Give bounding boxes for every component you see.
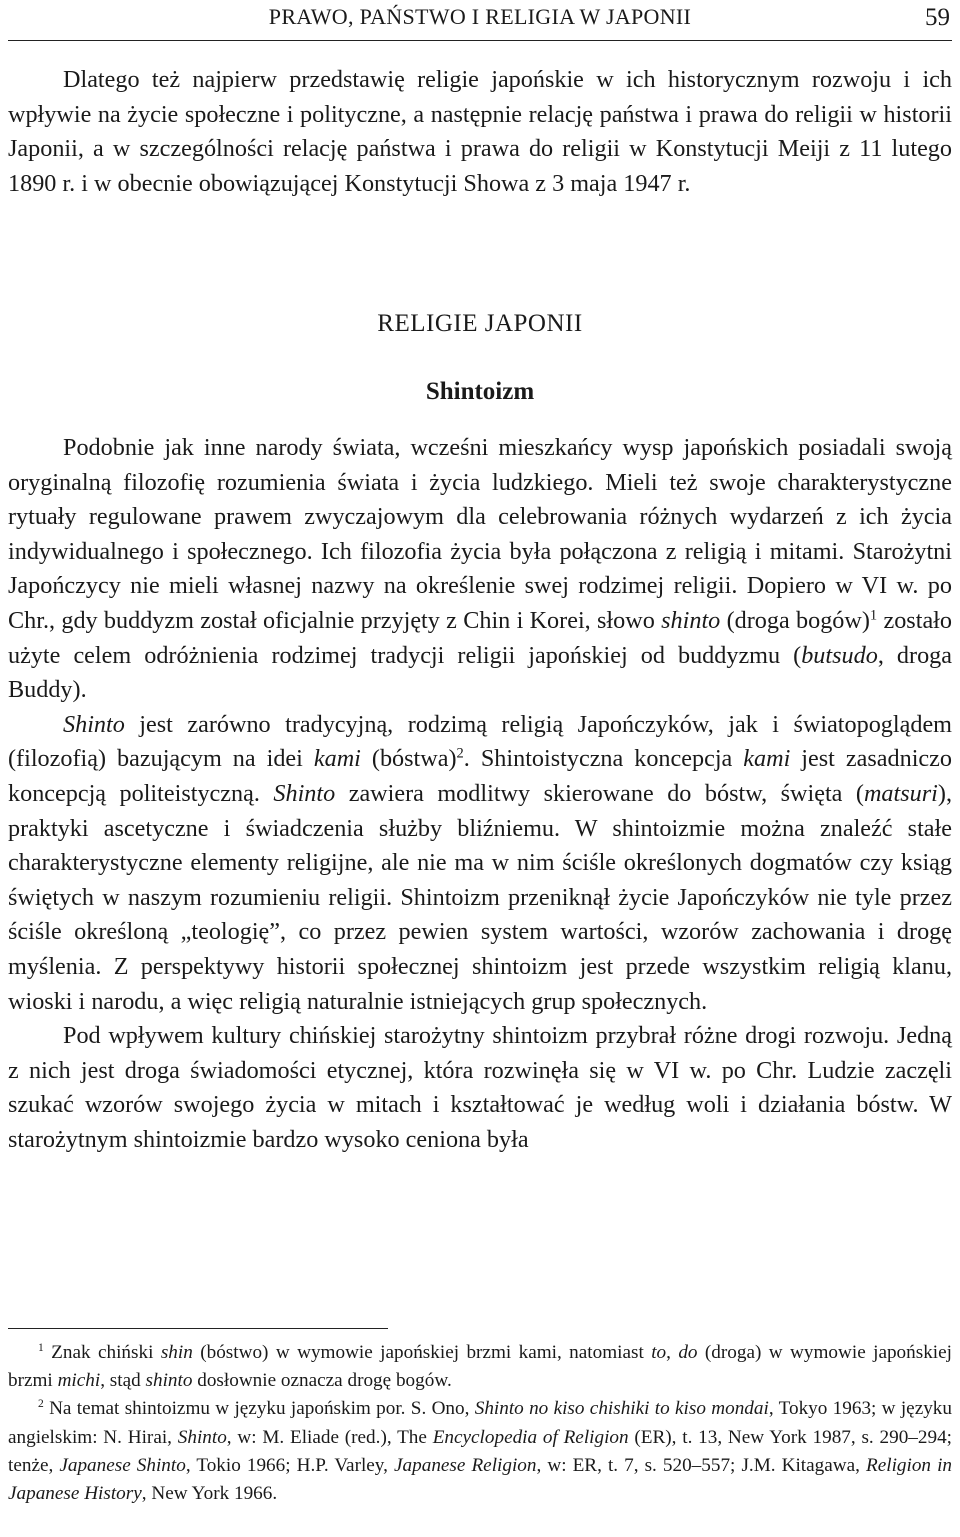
running-header xyxy=(8,2,952,41)
italic-term: shin xyxy=(160,1342,193,1363)
intro-block xyxy=(8,63,952,201)
text-run: jest zarówno tradycyjną, rodzimą religią Japończyków, jak i światopoglądem (filozofią) bazującym na idei xyxy=(8,710,952,773)
italic-term: kami xyxy=(313,745,361,773)
subsection-heading: Shintoizm xyxy=(425,378,535,405)
italic-term: shinto xyxy=(661,606,721,634)
section-heading: RELIGIE JAPONII xyxy=(377,310,583,337)
italic-term: butsudo xyxy=(801,641,878,669)
text-run: , stąd xyxy=(100,1370,146,1392)
text-run: Na temat shintoizmu w języku japońskim por. S. Ono, xyxy=(43,1398,475,1420)
text-run: Znak chiński xyxy=(43,1342,161,1363)
italic-term: kami xyxy=(743,745,791,773)
footnotes xyxy=(8,1339,952,1508)
text-run: (ER), t. 13, New York 1987, s. 290–294; tenże, xyxy=(8,1426,952,1476)
footnote-number: 1 xyxy=(38,1342,44,1355)
text-run: zostało użyte celem odróżnienia rodzimej tradycji religii japońskiej od buddyzmu ( xyxy=(8,606,952,669)
text-run: (droga bogów) xyxy=(720,606,870,634)
text-run: ), praktyki ascetyczne i świadczenia służby bliźniemu. W shintoizmie można znaleźć stałe charakterystyczne elementy religijne, ale nie ma w nim ściśle określonych dogmatów czy ksiąg świętych w naszym rozumieniu religii. Shintoizm przeniknął życie Japończyków nie tyle przez ściśle określoną „teologię”, co przez pewien system wartości, wzorów zachowania i drogę myślenia. Z perspektywy historii społecznej shintoizm jest przede wszystkim religią klanu, wioski i narodu, a więc religią naturalnie istniejących grup społecznych. xyxy=(8,779,952,1015)
footnote-ref-2: 2 xyxy=(456,745,464,762)
paragraph-3: Pod wpływem kultury chińskiej starożytny shintoizm przybrał różne drogi rozwoju. Jedną z nich jest droga świadomości etycznej, która rozwinęła się w VI w. po Chr. Ludzie zaczęli szukać wzorów swojego życia w mitach i kształtować je według woli i działania bóstw. W starożytnym shintoizmie bardzo wysoko ceniona była xyxy=(8,1022,952,1153)
text-run: . Shintoistyczna koncepcja xyxy=(463,745,744,773)
italic-term: Shinto xyxy=(273,779,336,807)
text-run: (bóstwa) xyxy=(360,745,457,773)
text-run: , xyxy=(666,1342,679,1363)
text-run: (droga) w wymowie japońskiej brzmi xyxy=(8,1342,952,1392)
text-run: jest zasadniczo koncepcją politeistyczną. xyxy=(8,745,952,807)
footnote-2 xyxy=(8,1395,952,1508)
main-text xyxy=(8,431,952,1157)
italic-term: shinto xyxy=(145,1370,193,1392)
italic-term: do xyxy=(678,1342,698,1363)
page-number: 59 xyxy=(925,4,950,31)
intro-paragraph: Dlatego też najpierw przedstawię religie japońskie w ich historycznym rozwoju i ich wpływie na życie społeczne i polityczne, a następnie relację państwa i prawa do religii w historii Japonii, a w szczególności relację państwa i prawa do religii w Konstytucji Meiji z 11 lutego 1890 r. i w obecnie obowiązującej Konstytucji Showa z 3 maja 1947 r. xyxy=(8,66,952,197)
italic-term: matsuri xyxy=(863,779,938,807)
italic-term: Shinto xyxy=(63,710,125,738)
text-run: , Tokyo 1963; w języku angielskim: N. Hirai, xyxy=(8,1398,952,1448)
text-run: , New York 1966. xyxy=(141,1483,278,1505)
paragraph-1 xyxy=(8,431,952,708)
running-title: PRAWO, PAŃSTWO I RELIGIA W JAPONII xyxy=(268,4,692,29)
footnote-number: 2 xyxy=(38,1398,44,1411)
text-run: (bóstwo) w wymowie japońskiej brzmi kami, natomiast xyxy=(192,1342,652,1363)
footnote-1 xyxy=(8,1339,952,1395)
italic-title: Shinto xyxy=(177,1426,227,1448)
italic-term: michi xyxy=(57,1370,101,1392)
text-run: , droga Buddy). xyxy=(8,641,952,704)
paragraph-2 xyxy=(8,708,952,1019)
text-run: , w: M. Eliade (red.), The xyxy=(226,1426,433,1448)
italic-title: Shinto no kiso chishiki to kiso mondai xyxy=(474,1398,769,1420)
italic-title: Japanese Religion xyxy=(394,1454,537,1476)
text-run: , Tokio 1966; H.P. Varley, xyxy=(185,1454,395,1476)
text-run: Podobnie jak inne narody świata, wcześni mieszkańcy wysp japońskich posiadali swoją oryginalną filozofię rozumienia świata i życia ludzkiego. Mieli też swoje charakterystyczne rytuały regulowane prawem zwyczajowym dla celebrowania różnych wydarzeń z ich życia indywidualnego i społecznego. Ich filozofia życia była połączona z religią i mitami. Starożytni Japończycy nie mieli własnej nazwy na określenie swej rodzimej religii. Dopiero w VI w. po Chr., gdy buddyzm został oficjalnie przyjęty z Chin i Korei, słowo xyxy=(8,434,952,634)
text-run: dosłownie oznacza drogę bogów. xyxy=(192,1370,452,1392)
text-run: zawiera modlitwy skierowane do bóstw, święta ( xyxy=(335,779,864,807)
italic-term: to xyxy=(651,1342,667,1363)
text-run: , w: ER, t. 7, s. 520–557; J.M. Kitagawa, xyxy=(536,1454,866,1476)
footnote-ref-1: 1 xyxy=(869,607,878,624)
footnote-divider xyxy=(8,1328,388,1329)
italic-title: Japanese Shinto xyxy=(59,1454,186,1476)
italic-title: Encyclopedia of Religion xyxy=(432,1426,629,1448)
italic-title: Religion in Japanese History xyxy=(8,1454,952,1505)
